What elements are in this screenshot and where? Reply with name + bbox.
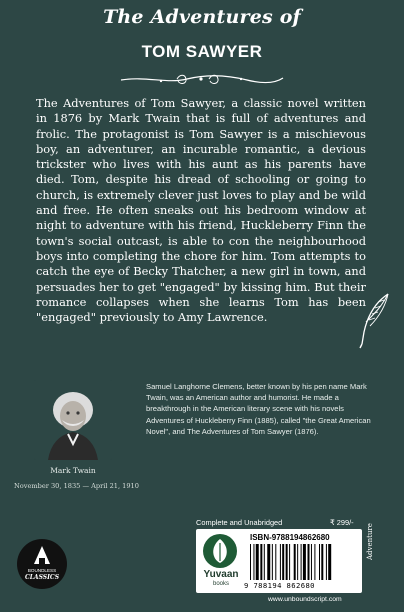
barcode-bar — [267, 544, 270, 580]
edition-label: Complete and Unabridged — [196, 518, 283, 527]
author-dates: November 30, 1835 — April 21, 1910 — [14, 482, 139, 490]
barcode-bar — [303, 544, 306, 580]
price-label: ₹ 299/- — [330, 518, 354, 527]
barcode-bar — [314, 544, 315, 580]
publisher-brand-sub: books — [212, 581, 229, 587]
barcode-bar — [264, 544, 265, 580]
barcode-bar — [286, 544, 288, 580]
barcode-bar — [311, 544, 312, 580]
svg-text:BOUNDLESS: BOUNDLESS — [27, 568, 57, 573]
yuvaan-leaf-icon — [202, 533, 238, 569]
barcode-bar — [326, 544, 327, 580]
barcode-bar — [256, 544, 259, 580]
quill-pen-icon — [358, 292, 392, 350]
barcode-digits: 9 788194 862680 — [244, 581, 315, 590]
barcode-bar — [260, 544, 262, 580]
barcode-bar — [308, 544, 310, 580]
back-cover: The Adventures of TOM SAWYER The Adventures of Tom Sawyer, a classic novel written in 1876 by Mark Twain that is full of adventures and frolic. The protagonist is Tom Sawyer is a mischievous boy, an adventurer, an incurable romantic, a devious trickster who lives with his aunt as his parents have died. Tom, despite his dread of schooling or going to church, is extremely clever just loves to play and be wild and free. He often sneaks out his bedroom window at night to adventure with his friend, Huckleberry Finn the town's social outcast, is able to con the neighbourhood boys into completing the chore for him. Tom attempts to catch the eye of Becky Thatcher, a new girl in town, and persuades her to get "engaged" by kissing him. But their romance collapses when she learns Tom has been "engaged" previously to Amy Lawrence. Mark Twain November 30, 1835 — April 21, 1910 Samuel Langhorne Clemens, better known by his pen name Mark Twain, was an American author and humorist. He made a breakthrough in the American literary scene with his novels Adventures of Huckleberry Finn (1885), called "the Great American Novel", and The Adventures of Tom Sawyer (1876). BOUNDLESS CLASSICS Complete and Unabridged ₹ 299/- Yuvaan books ISBN-9788194862680 9 788194 862680 Adventure www.unboundscript.com — [0, 0, 404, 612]
barcode-panel — [196, 529, 362, 593]
publisher-brand: Yuvaan — [203, 569, 239, 580]
book-title: TOM SAWYER — [141, 42, 263, 61]
barcode-bar — [282, 544, 284, 580]
author-name: Mark Twain — [50, 466, 96, 475]
barcode-bar — [272, 544, 273, 580]
barcode-bar — [319, 544, 320, 580]
barcode-bar — [328, 544, 331, 580]
barcode-bar — [301, 544, 302, 580]
barcode-bar — [253, 544, 254, 580]
publisher-logo — [16, 538, 68, 590]
barcode-bar — [250, 544, 251, 580]
divider-flourish-icon — [117, 70, 287, 88]
author-portrait — [34, 380, 112, 460]
author-bio: Samuel Langhorne Clemens, better known by his pen name Mark Twain, was an American author and humorist. He made a breakthrough in the American literary scene with his novels Adventures of Huckleberry Finn (1885), called "the Great American Novel", and The Adventures of Tom Sawyer (1876). — [146, 382, 371, 436]
barcode-bar — [297, 544, 298, 580]
publisher-website: www.unboundscript.com — [268, 596, 342, 603]
book-blurb: The Adventures of Tom Sawyer, a classic novel written in 1876 by Mark Twain that is full of adventures and frolic. The protagonist is Tom Sawyer is a mischievous boy, an adventurer, an incurable romantic, a devious trickster who lives with his aunt as his parents have died. Tom, despite his dread of schooling or going to church, is extremely clever just loves to play and be wild and free. He often sneaks out his bedroom window at night to adventure with his friend, Huckleberry Finn the town's social outcast, is able to con the neighbourhood boys into completing the chore for him. Tom attempts to catch the eye of Becky Thatcher, a new girl in town, and persuades her to get "engaged" by kissing him. But their romance collapses when she learns Tom has been "engaged" previously to Amy Lawrence. — [36, 96, 366, 325]
title-script: The Adventures of — [103, 6, 301, 28]
barcode-bar — [294, 544, 296, 580]
isbn-label: ISBN-9788194862680 — [250, 533, 330, 542]
barcode-bars — [250, 544, 356, 580]
barcode-bar — [275, 544, 276, 580]
barcode-bar — [289, 544, 290, 580]
barcode-bar — [280, 544, 281, 580]
barcode-bar — [321, 544, 323, 580]
svg-text:CLASSICS: CLASSICS — [24, 574, 60, 581]
